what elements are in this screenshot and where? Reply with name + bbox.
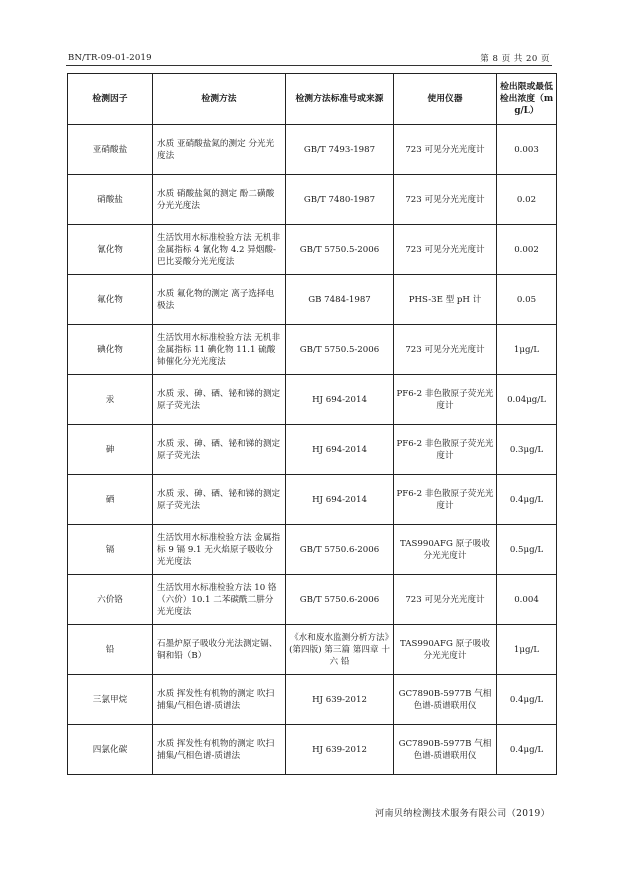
cell-instrument: 723 可见分光光度计	[394, 575, 497, 625]
table-row	[68, 425, 557, 475]
cell-standard: HJ 639-2012	[286, 675, 394, 725]
cell-factor: 硒	[68, 475, 153, 525]
cell-standard: 《水和废水监测分析方法》(第四版) 第三篇 第四章 十六 铅	[286, 625, 394, 675]
cell-instrument: 723 可见分光光度计	[394, 175, 497, 225]
page-info: 第 8 页 共 20 页	[480, 54, 550, 64]
cell-method: 生活饮用水标准检验方法 无机非金属指标 4 氰化物 4.2 异烟酸-巴比妥酸分光光度法	[153, 225, 286, 275]
cell-factor: 铅	[68, 625, 153, 675]
cell-method: 水质 亚硝酸盐氮的测定 分光光度法	[153, 125, 286, 175]
cell-method: 生活饮用水标准检验方法 金属指标 9 镉 9.1 无火焰原子吸收分光光度法	[153, 525, 286, 575]
cell-instrument: TAS990AFG 原子吸收分光光度计	[394, 625, 497, 675]
cell-instrument: 723 可见分光光度计	[394, 325, 497, 375]
cell-limit: 0.003	[497, 125, 557, 175]
cell-factor: 三氯甲烷	[68, 675, 153, 725]
table-row	[68, 625, 557, 675]
cell-instrument: GC7890B-5977B 气相色谱-质谱联用仪	[394, 675, 497, 725]
cell-limit: 0.05	[497, 275, 557, 325]
table-header-row	[68, 74, 557, 125]
cell-limit: 1μg/L	[497, 625, 557, 675]
cell-instrument: GC7890B-5977B 气相色谱-质谱联用仪	[394, 725, 497, 775]
table-row	[68, 125, 557, 175]
document-code: BN/TR-09-01-2019	[68, 53, 152, 63]
table-row	[68, 475, 557, 525]
cell-method: 水质 硝酸盐氮的测定 酚二磺酸分光光度法	[153, 175, 286, 225]
cell-method: 石墨炉原子吸收分光法测定镉、铜和铅（B）	[153, 625, 286, 675]
header-divider	[66, 65, 552, 66]
cell-method: 生活饮用水标准检验方法 无机非金属指标 11 碘化物 11.1 硫酸铈催化分光光度法	[153, 325, 286, 375]
cell-instrument: PF6-2 非色散原子荧光光度计	[394, 425, 497, 475]
cell-factor: 镉	[68, 525, 153, 575]
column-header-instrument: 使用仪器	[394, 74, 497, 125]
column-header-method: 检测方法	[153, 74, 286, 125]
company-footer: 河南贝纳检测技术服务有限公司（2019）	[375, 809, 550, 819]
cell-factor: 亚硝酸盐	[68, 125, 153, 175]
cell-standard: HJ 694-2014	[286, 425, 394, 475]
cell-method: 水质 汞、砷、硒、铋和锑的测定 原子荧光法	[153, 475, 286, 525]
cell-standard: HJ 694-2014	[286, 475, 394, 525]
table-row	[68, 325, 557, 375]
detection-methods-table	[67, 73, 557, 775]
cell-limit: 0.002	[497, 225, 557, 275]
table-row	[68, 375, 557, 425]
column-header-factor: 检测因子	[68, 74, 153, 125]
cell-limit: 1μg/L	[497, 325, 557, 375]
cell-standard: GB/T 5750.5-2006	[286, 225, 394, 275]
cell-standard: GB/T 7493-1987	[286, 125, 394, 175]
cell-instrument: PF6-2 非色散原子荧光光度计	[394, 375, 497, 425]
cell-method: 水质 汞、砷、硒、铋和锑的测定 原子荧光法	[153, 375, 286, 425]
cell-limit: 0.4μg/L	[497, 675, 557, 725]
cell-factor: 汞	[68, 375, 153, 425]
table-row	[68, 675, 557, 725]
cell-factor: 硝酸盐	[68, 175, 153, 225]
table-row	[68, 225, 557, 275]
table-row	[68, 725, 557, 775]
cell-method: 水质 氟化物的测定 离子选择电极法	[153, 275, 286, 325]
table-row	[68, 275, 557, 325]
cell-instrument: 723 可见分光光度计	[394, 125, 497, 175]
cell-method: 生活饮用水标准检验方法 10 铬（六价）10.1 二苯碳酰二肼分光光度法	[153, 575, 286, 625]
column-header-standard: 检测方法标准号或来源	[286, 74, 394, 125]
cell-instrument: TAS990AFG 原子吸收分光光度计	[394, 525, 497, 575]
cell-factor: 碘化物	[68, 325, 153, 375]
cell-limit: 0.4μg/L	[497, 475, 557, 525]
cell-instrument: PF6-2 非色散原子荧光光度计	[394, 475, 497, 525]
cell-method: 水质 汞、砷、硒、铋和锑的测定 原子荧光法	[153, 425, 286, 475]
cell-instrument: 723 可见分光光度计	[394, 225, 497, 275]
cell-factor: 砷	[68, 425, 153, 475]
cell-factor: 氟化物	[68, 275, 153, 325]
cell-standard: HJ 639-2012	[286, 725, 394, 775]
cell-standard: GB 7484-1987	[286, 275, 394, 325]
cell-factor: 六价铬	[68, 575, 153, 625]
cell-standard: GB/T 5750.6-2006	[286, 575, 394, 625]
table-row	[68, 175, 557, 225]
cell-standard: GB/T 7480-1987	[286, 175, 394, 225]
cell-factor: 氰化物	[68, 225, 153, 275]
cell-instrument: PHS-3E 型 pH 计	[394, 275, 497, 325]
table-row	[68, 525, 557, 575]
cell-standard: HJ 694-2014	[286, 375, 394, 425]
cell-method: 水质 挥发性有机物的测定 吹扫捕集/气相色谱-质谱法	[153, 675, 286, 725]
cell-limit: 0.3μg/L	[497, 425, 557, 475]
cell-limit: 0.5μg/L	[497, 525, 557, 575]
cell-limit: 0.02	[497, 175, 557, 225]
cell-standard: GB/T 5750.5-2006	[286, 325, 394, 375]
cell-standard: GB/T 5750.6-2006	[286, 525, 394, 575]
cell-factor: 四氯化碳	[68, 725, 153, 775]
column-header-limit: 检出限或最低检出浓度（mg/L）	[497, 74, 557, 125]
cell-method: 水质 挥发性有机物的测定 吹扫捕集/气相色谱-质谱法	[153, 725, 286, 775]
cell-limit: 0.04μg/L	[497, 375, 557, 425]
table-row	[68, 575, 557, 625]
cell-limit: 0.004	[497, 575, 557, 625]
cell-limit: 0.4μg/L	[497, 725, 557, 775]
